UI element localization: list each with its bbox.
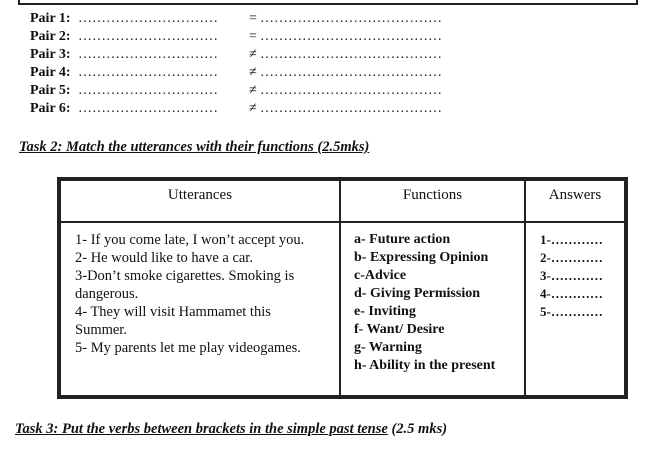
pair-row: [30, 100, 442, 118]
pair-label: Pair 5:: [30, 83, 71, 98]
utterance-line: dangerous.: [75, 286, 139, 302]
function-item: d- Giving Permission: [354, 286, 481, 301]
not-equal-sign: ≠: [249, 83, 257, 98]
answer-blank[interactable]: …………………………: [78, 29, 218, 44]
function-item: e- Inviting: [354, 304, 416, 319]
answer-blank[interactable]: 1-…………: [540, 232, 603, 247]
pair-row: [30, 64, 442, 82]
answer-blank[interactable]: …………………………: [78, 11, 218, 26]
answer-blank[interactable]: …………………………………: [260, 47, 442, 62]
answer-blank[interactable]: …………………………: [78, 65, 218, 80]
task3-marks: (2.5 mks): [387, 421, 448, 437]
functions-header: Functions: [340, 180, 525, 222]
answer-blank[interactable]: 5-…………: [540, 304, 603, 319]
answer-blank[interactable]: 4-…………: [540, 286, 603, 301]
pair-row: [30, 10, 442, 28]
answer-blank[interactable]: …………………………………: [260, 83, 442, 98]
function-item: a- Future action: [354, 232, 451, 247]
answers-cell: [525, 222, 625, 396]
matching-table: [57, 177, 628, 399]
pair-label: Pair 6:: [30, 101, 71, 116]
answer-blank[interactable]: …………………………………: [260, 65, 442, 80]
pair-row: [30, 46, 442, 64]
utterances-cell: [60, 222, 340, 396]
utterance-line: 5- My parents let me play videogames.: [75, 340, 301, 356]
body-row: [60, 222, 625, 396]
pair-row: [30, 82, 442, 100]
task3-title-main: Task 3: Put the verbs between brackets in the simple past tense: [15, 421, 388, 437]
utterances-header: Utterances: [60, 180, 340, 222]
not-equal-sign: ≠: [249, 47, 257, 62]
not-equal-sign: ≠: [249, 101, 257, 116]
utterance-line: Summer.: [75, 322, 127, 338]
pair-label: Pair 2:: [30, 29, 71, 44]
answer-blank[interactable]: 2-…………: [540, 250, 603, 265]
answer-blank[interactable]: …………………………: [78, 83, 218, 98]
pair-label: Pair 4:: [30, 65, 71, 80]
pair-row: [30, 28, 442, 46]
previous-section-frame: [18, 0, 638, 5]
answer-blank[interactable]: …………………………: [78, 47, 218, 62]
answers-header: Answers: [525, 180, 625, 222]
answer-blank[interactable]: 3-…………: [540, 268, 603, 283]
answer-blank[interactable]: …………………………: [78, 101, 218, 116]
pairs-list: [30, 10, 442, 118]
answer-blank[interactable]: …………………………………: [260, 11, 442, 26]
utterance-line: 1- If you come late, I won’t accept you.: [75, 232, 305, 248]
task2-title: Task 2: Match the utterances with their functions (2.5mks): [19, 139, 370, 155]
task3-title: [15, 421, 447, 438]
equal-sign: =: [249, 29, 257, 44]
equal-sign: =: [249, 11, 257, 26]
utterance-line: 3-Don’t smoke cigarettes. Smoking is: [75, 268, 295, 284]
pair-label: Pair 3:: [30, 47, 71, 62]
functions-cell: [340, 222, 525, 396]
header-row: [60, 180, 625, 222]
utterance-line: 2- He would like to have a car.: [75, 250, 253, 266]
function-item: b- Expressing Opinion: [354, 250, 489, 265]
function-item: g- Warning: [354, 340, 422, 355]
pair-label: Pair 1:: [30, 11, 71, 26]
function-item: c-Advice: [354, 268, 407, 283]
answer-blank[interactable]: …………………………………: [260, 29, 442, 44]
answer-blank[interactable]: …………………………………: [260, 101, 442, 116]
not-equal-sign: ≠: [249, 65, 257, 80]
utterance-line: 4- They will visit Hammamet this: [75, 304, 271, 320]
function-item: h- Ability in the present: [354, 358, 496, 373]
function-item: f- Want/ Desire: [354, 322, 445, 337]
